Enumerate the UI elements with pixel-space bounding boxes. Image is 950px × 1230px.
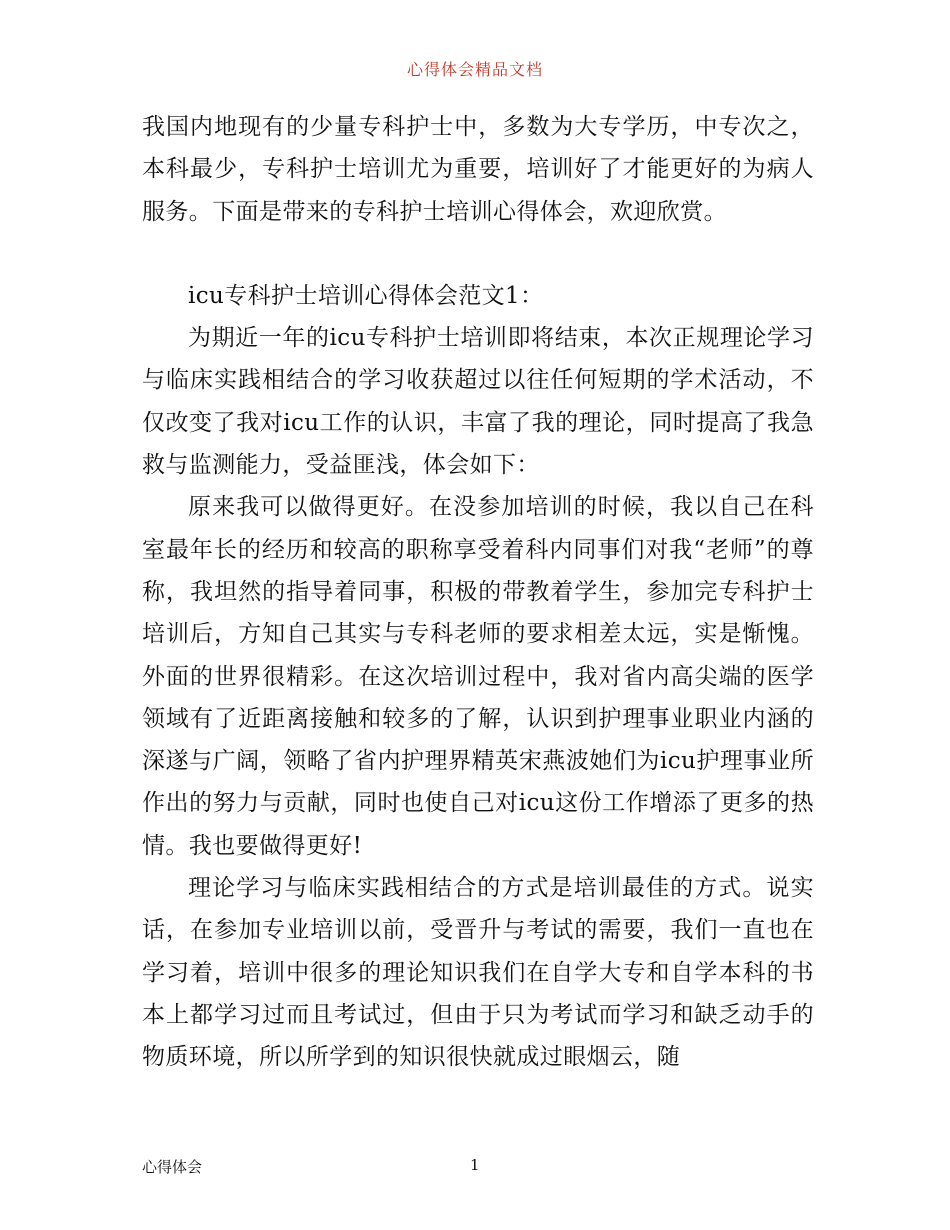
document-body — [142, 106, 814, 1079]
document-header-title: 心得体会精品文档 — [406, 60, 543, 79]
body-paragraph-1: 为期近一年的icu专科护士培训即将结束，本次正规理论学习与临床实践相结合的学习收获超过以往任何短期的学术活动，不仅改变了我对icu工作的认识，丰富了我的理论，同时提高了我急救与监测能力，受益匪浅，体会如下： — [142, 325, 814, 479]
body-paragraph-2: 原来我可以做得更好。在没参加培训的时候，我以自己在科室最年长的经历和较高的职称享受着科内同事们对我“老师”的尊称，我坦然的指导着同事，积极的带教着学生，参加完专科护士培训后，方知自己其实与专科老师的要求相差太远，实是惭愧。外面的世界很精彩。在这次培训过程中，我对省内高尖端的医学领域有了近距离接触和较多的了解，认识到护理事业职业内涵的深遂与广阔，领略了省内护理界精英宋燕波她们为icu护理事业所作出的努力与贡献，同时也使自己对icu这份工作增添了更多的热情。我也要做得更好! — [142, 494, 814, 859]
section-title: icu专科护士培训心得体会范文1： — [188, 282, 544, 309]
footer-label: 心得体会 — [142, 1158, 203, 1176]
intro-paragraph: 我国内地现有的少量专科护士中，多数为大专学历，中专次之，本科最少，专科护士培训尤为重要，培训好了才能更好的为病人服务。下面是带来的专科护士培训心得体会，欢迎欣赏。 — [142, 114, 814, 225]
body-paragraph-3: 理论学习与临床实践相结合的方式是培训最佳的方式。说实话，在参加专业培训以前，受晋升与考试的需要，我们一直也在学习着，培训中很多的理论知识我们在自学大专和自学本科的书本上都学习过而且考试过，但由于只为考试而学习和缺乏动手的物质环境，所以所学到的知识很快就成过眼烟云，随 — [142, 875, 814, 1071]
page-number: 1 — [470, 1156, 480, 1174]
